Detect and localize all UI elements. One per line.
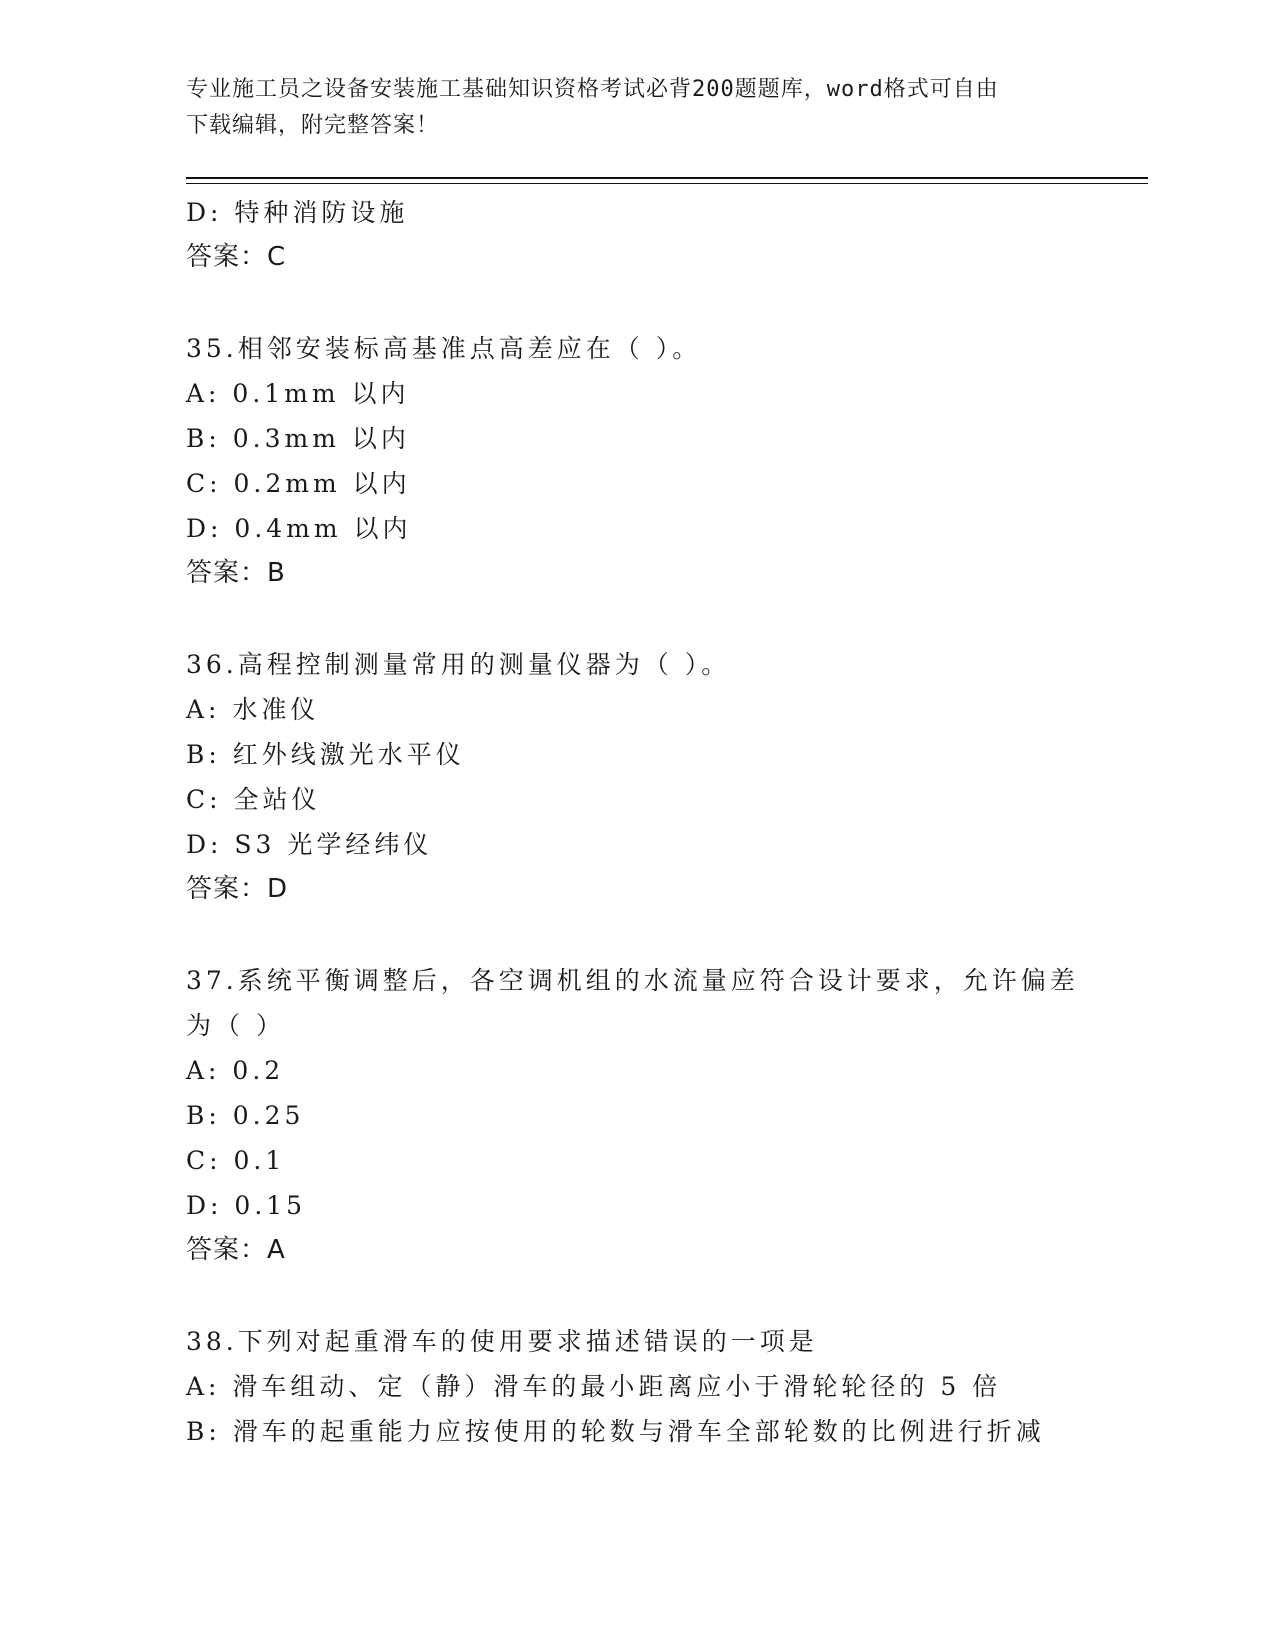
question-38 — [186, 1319, 1086, 1454]
option-a: A: 滑车组动、定（静）滑车的最小距离应小于滑轮轮径的 5 倍 — [186, 1372, 1002, 1401]
option-d: D: 特种消防设施 — [186, 198, 409, 227]
question-36 — [186, 642, 1086, 912]
document-body — [186, 190, 1086, 1454]
question-34-tail — [186, 190, 1086, 280]
question-stem-line-2: 为（ ） — [186, 1011, 285, 1040]
question-stem: 36.高程控制测量常用的测量仪器为（ ）。 — [186, 650, 731, 679]
option-c: C: 0.1 — [186, 1146, 286, 1175]
answer-line: 答案：A — [186, 1235, 286, 1265]
document-header — [186, 72, 1066, 144]
option-b: B: 红外线激光水平仪 — [186, 740, 465, 769]
option-a: A: 0.1mm 以内 — [186, 379, 410, 408]
answer-line: 答案：B — [186, 558, 286, 588]
answer-line: 答案：D — [186, 874, 289, 904]
answer-line: 答案：C — [186, 242, 287, 272]
question-37 — [186, 958, 1086, 1273]
option-a: A: 水准仪 — [186, 695, 320, 724]
option-b: B: 0.3mm 以内 — [186, 424, 410, 453]
option-d: D: S3 光学经纬仪 — [186, 830, 433, 859]
question-stem-line-1: 37.系统平衡调整后，各空调机组的水流量应符合设计要求，允许偏差 — [186, 966, 1079, 995]
question-stem: 38.下列对起重滑车的使用要求描述错误的一项是 — [186, 1327, 818, 1356]
option-d: D: 0.4mm 以内 — [186, 514, 412, 543]
header-title-line-1: 专业施工员之设备安装施工基础知识资格考试必背200题题库，word格式可自由 — [186, 77, 999, 102]
question-stem: 35.相邻安装标高基准点高差应在（ ）。 — [186, 334, 702, 363]
option-c: C: 全站仪 — [186, 785, 321, 814]
header-title-line-2: 下载编辑，附完整答案！ — [186, 113, 440, 138]
option-b: B: 滑车的起重能力应按使用的轮数与滑车全部轮数的比例进行折减 — [186, 1417, 1045, 1446]
option-b: B: 0.25 — [186, 1101, 305, 1130]
header-divider — [186, 177, 1148, 184]
option-a: A: 0.2 — [186, 1056, 285, 1085]
option-d: D: 0.15 — [186, 1191, 307, 1220]
option-c: C: 0.2mm 以内 — [186, 469, 411, 498]
question-35 — [186, 326, 1086, 596]
